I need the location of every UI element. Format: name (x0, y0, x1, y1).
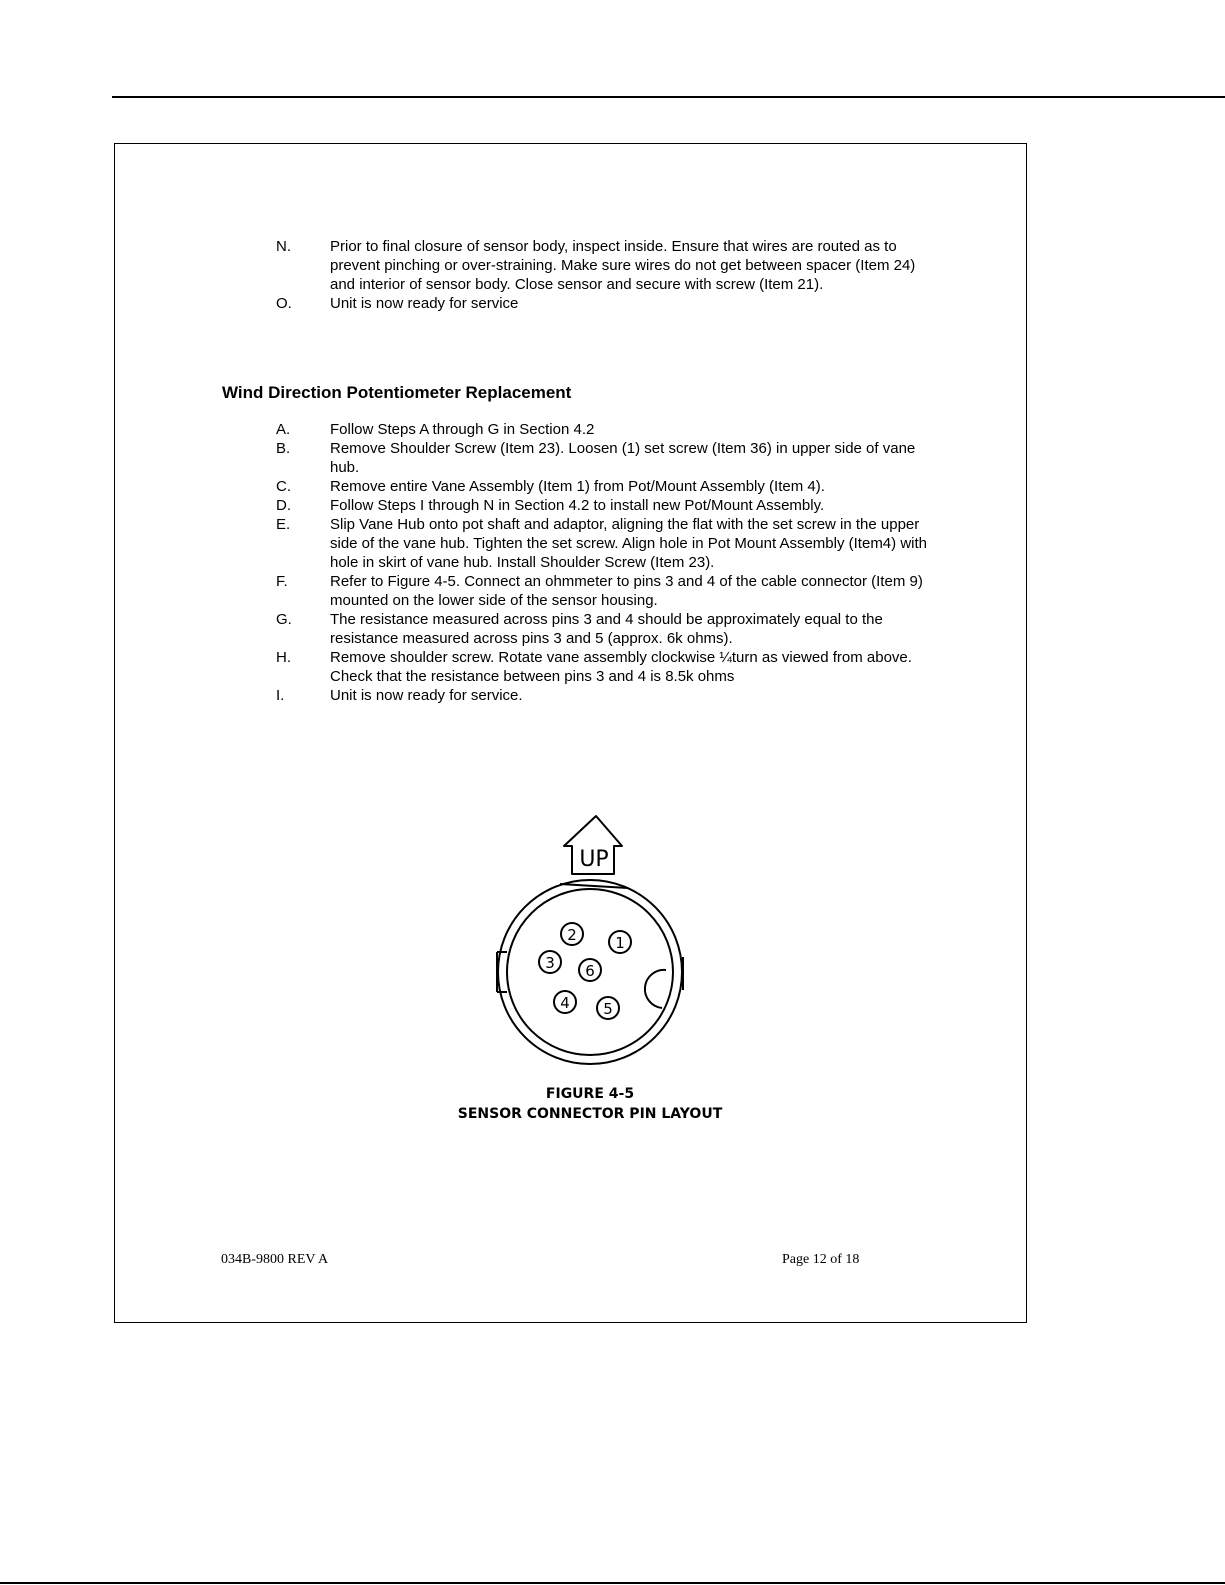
svg-text:3: 3 (545, 954, 555, 972)
list-item (276, 610, 936, 648)
step-marker: O. (276, 295, 292, 312)
step-text: Follow Steps A through G in Section 4.2 (330, 421, 595, 438)
list-item (276, 648, 936, 686)
step-marker: H. (276, 649, 291, 666)
page-frame (114, 143, 1027, 1323)
replacement-steps-list (276, 420, 936, 705)
list-item (276, 496, 936, 515)
list-item (276, 686, 936, 705)
step-marker: D. (276, 497, 291, 514)
step-text: The resistance measured across pins 3 and 4 should be approximately equal to the resistance measured across pins 3 and 5 (approx. 6k ohms). (330, 611, 883, 647)
list-item (276, 572, 936, 610)
step-marker: N. (276, 238, 291, 255)
step-marker: C. (276, 478, 291, 495)
section-heading: Wind Direction Potentiometer Replacement (222, 383, 572, 402)
figure-number: FIGURE 4-5 (545, 1086, 635, 1102)
header-rule (112, 96, 1225, 98)
step-text: Refer to Figure 4-5. Connect an ohmmeter to pins 3 and 4 of the cable connector (Item 9) mounted on the lower side of the sensor housing. (330, 573, 923, 609)
pin-1 (609, 931, 631, 953)
step-marker: I. (276, 687, 285, 704)
up-label: UP (579, 847, 609, 872)
list-item (276, 420, 936, 439)
step-text: Unit is now ready for service (330, 295, 519, 312)
step-text: Remove entire Vane Assembly (Item 1) from Pot/Mount Assembly (Item 4). (330, 478, 825, 495)
svg-text:2: 2 (567, 926, 577, 944)
pin-3 (539, 951, 561, 973)
list-item (276, 439, 936, 477)
list-item (276, 477, 936, 496)
list-item (276, 294, 936, 313)
list-item (276, 237, 936, 294)
svg-text:4: 4 (560, 994, 570, 1012)
figure-caption: SENSOR CONNECTOR PIN LAYOUT (457, 1106, 723, 1122)
step-marker: G. (276, 611, 292, 628)
step-text: Remove shoulder screw. Rotate vane assembly clockwise ¼turn as viewed from above. Check that the resistance between pins 3 and 4 is 8.5k ohms (330, 649, 912, 685)
step-marker: A. (276, 421, 291, 438)
step-marker: E. (276, 516, 291, 533)
bottom-rule (0, 1582, 1225, 1584)
document-id: 034B-9800 REV A (221, 1252, 329, 1267)
svg-text:1: 1 (615, 934, 625, 952)
svg-text:6: 6 (585, 962, 595, 980)
pin-2 (561, 923, 583, 945)
steps-list-continued (276, 237, 936, 313)
step-text: Slip Vane Hub onto pot shaft and adaptor, aligning the flat with the set screw in the upper side of the vane hub. Tighten the set screw. Align hole in Pot Mount Assembly (Item4) with hole in skirt of vane hub. Install Shoulder Screw (Item 23). (330, 516, 927, 571)
step-text: Unit is now ready for service. (330, 687, 523, 704)
step-text: Follow Steps I through N in Section 4.2 to install new Pot/Mount Assembly. (330, 497, 825, 514)
pin-5 (597, 997, 619, 1019)
pin-6 (579, 959, 601, 981)
connector-pin-diagram (490, 812, 700, 1074)
step-text: Remove Shoulder Screw (Item 23). Loosen (1) set screw (Item 36) in upper side of vane hub. (330, 440, 916, 476)
svg-text:5: 5 (603, 1000, 613, 1018)
step-marker: F. (276, 573, 288, 590)
pin-4 (554, 991, 576, 1013)
step-text: Prior to final closure of sensor body, inspect inside. Ensure that wires are routed as to prevent pinching or over-straining. Make sure wires do not get between spacer (Item 24) and interior of sensor body. Close sensor and secure with screw (Item 21). (330, 238, 916, 293)
list-item (276, 515, 936, 572)
page-number: Page 12 of 18 (782, 1252, 860, 1267)
step-marker: B. (276, 440, 291, 457)
